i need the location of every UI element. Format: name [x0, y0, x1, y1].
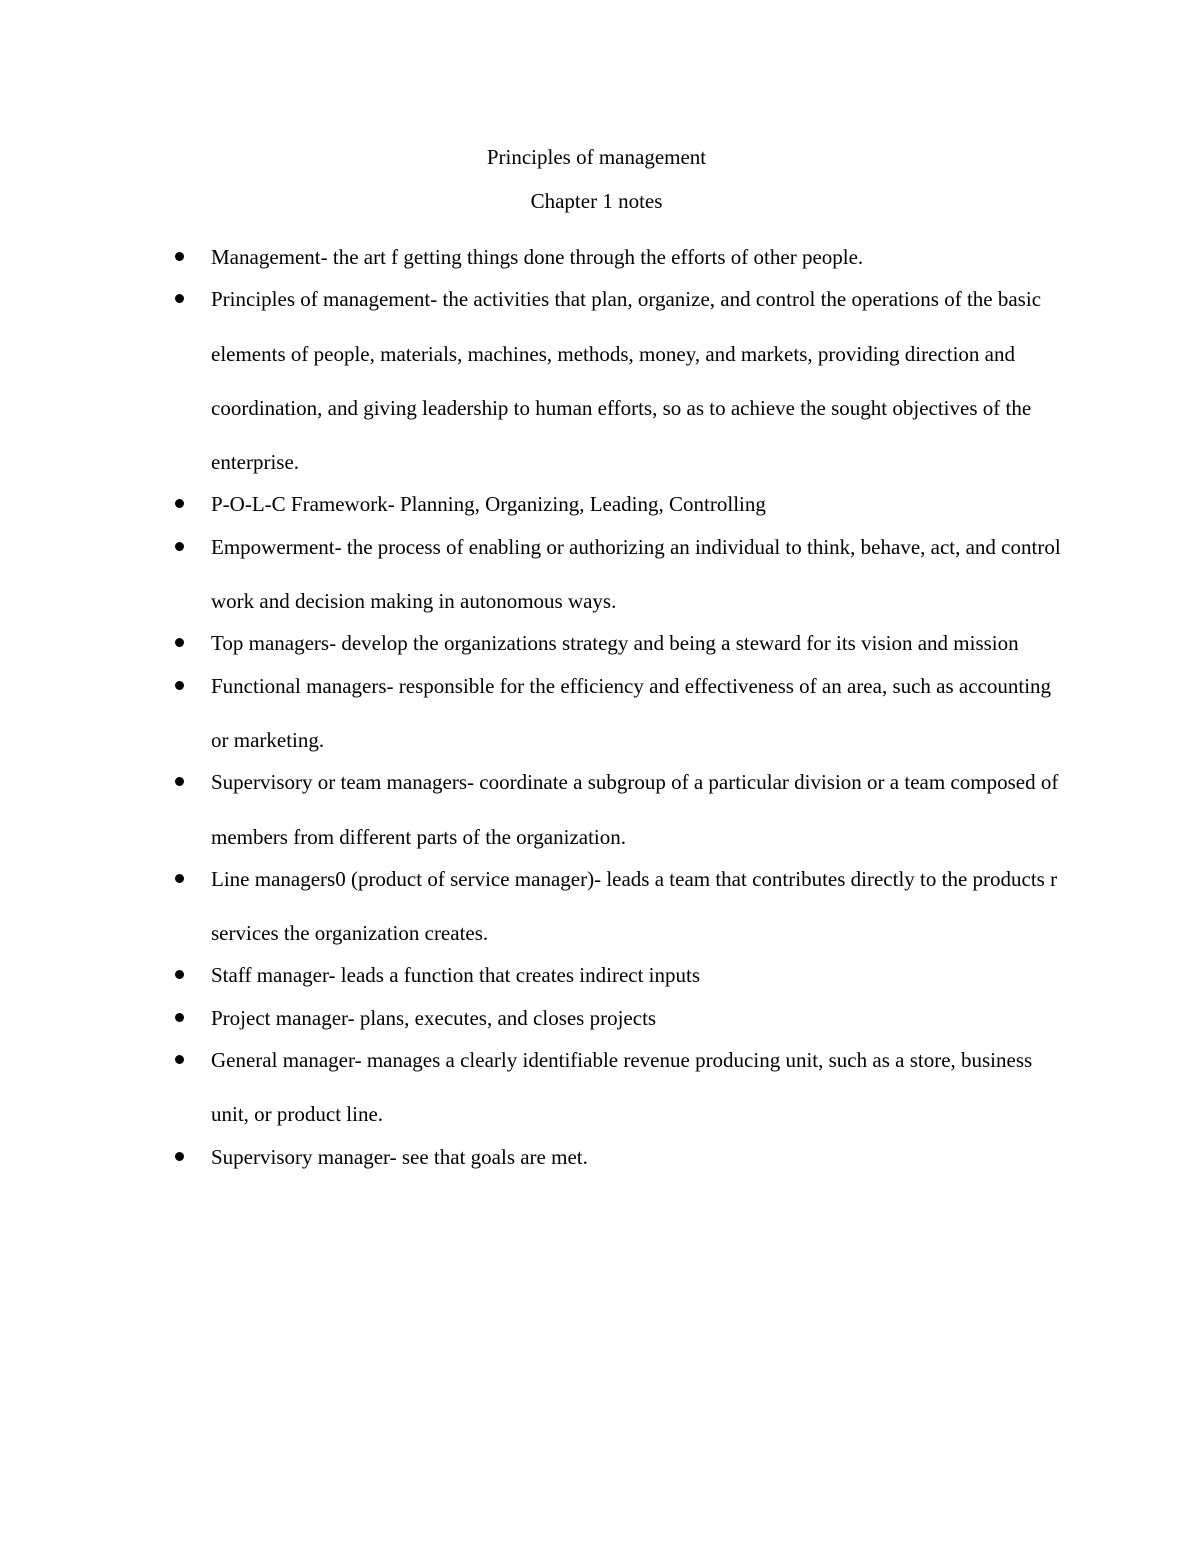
note-text: Management- the art f getting things done through the efforts of other people.: [211, 245, 864, 269]
list-item: [0, 520, 1061, 629]
bullet-icon: [175, 681, 184, 690]
document-subtitle: Chapter 1 notes: [530, 189, 663, 213]
note-text: Project manager- plans, executes, and closes projects: [211, 1005, 657, 1030]
list-item: [0, 659, 1061, 768]
bullet-icon: [175, 638, 184, 647]
bullet-icon: [175, 874, 184, 883]
note-text: Principles of management- the activities that plan, organize, and control the operations of the basic elements of people, materials, machines, methods, money, and markets, providing direction and coordination, and giving leadership to human efforts, so as to achieve the sought objectives of the enterprise.: [211, 287, 1042, 475]
note-text: General manager- manages a clearly identifiable revenue producing unit, such as a store, business unit, or product line.: [211, 1048, 1033, 1127]
note-text: Staff manager- leads a function that creates indirect inputs: [211, 963, 701, 988]
note-text: Supervisory manager- see that goals are met.: [211, 1144, 588, 1169]
bullet-icon: [175, 294, 184, 303]
bullet-icon: [175, 1013, 184, 1022]
bullet-icon: [175, 1055, 184, 1064]
bullet-icon: [175, 1152, 184, 1161]
note-text: Supervisory or team managers- coordinate a subgroup of a particular division or a team composed of members from different parts of the organization.: [211, 770, 1059, 849]
list-item: [0, 272, 1061, 489]
list-item: [0, 755, 1061, 864]
list-item: [0, 1033, 1061, 1142]
note-text: Line managers0 (product of service manager)- leads a team that contributes directly to the products r services the organization creates.: [211, 866, 1058, 946]
list-item: [0, 852, 1061, 961]
note-text: Top managers- develop the organizations strategy and being a steward for its vision and mission: [211, 631, 1019, 656]
note-text: Empowerment- the process of enabling or authorizing an individual to think, behave, act, and control work and decision making in autonomous ways.: [211, 534, 1061, 614]
bullet-icon: [175, 499, 184, 508]
bullet-icon: [175, 970, 184, 979]
bullet-icon: [175, 542, 184, 551]
document-title: Principles of management: [486, 145, 707, 169]
note-text: Functional managers- responsible for the efficiency and effectiveness of an area, such as accounting or marketing.: [211, 673, 1052, 752]
note-text: P-O-L-C Framework- Planning, Organizing, Leading, Controlling: [211, 492, 766, 517]
list-item: [0, 1130, 1061, 1184]
bullet-icon: [175, 777, 184, 786]
notes-list: [0, 230, 1200, 1184]
bullet-icon: [175, 252, 184, 261]
